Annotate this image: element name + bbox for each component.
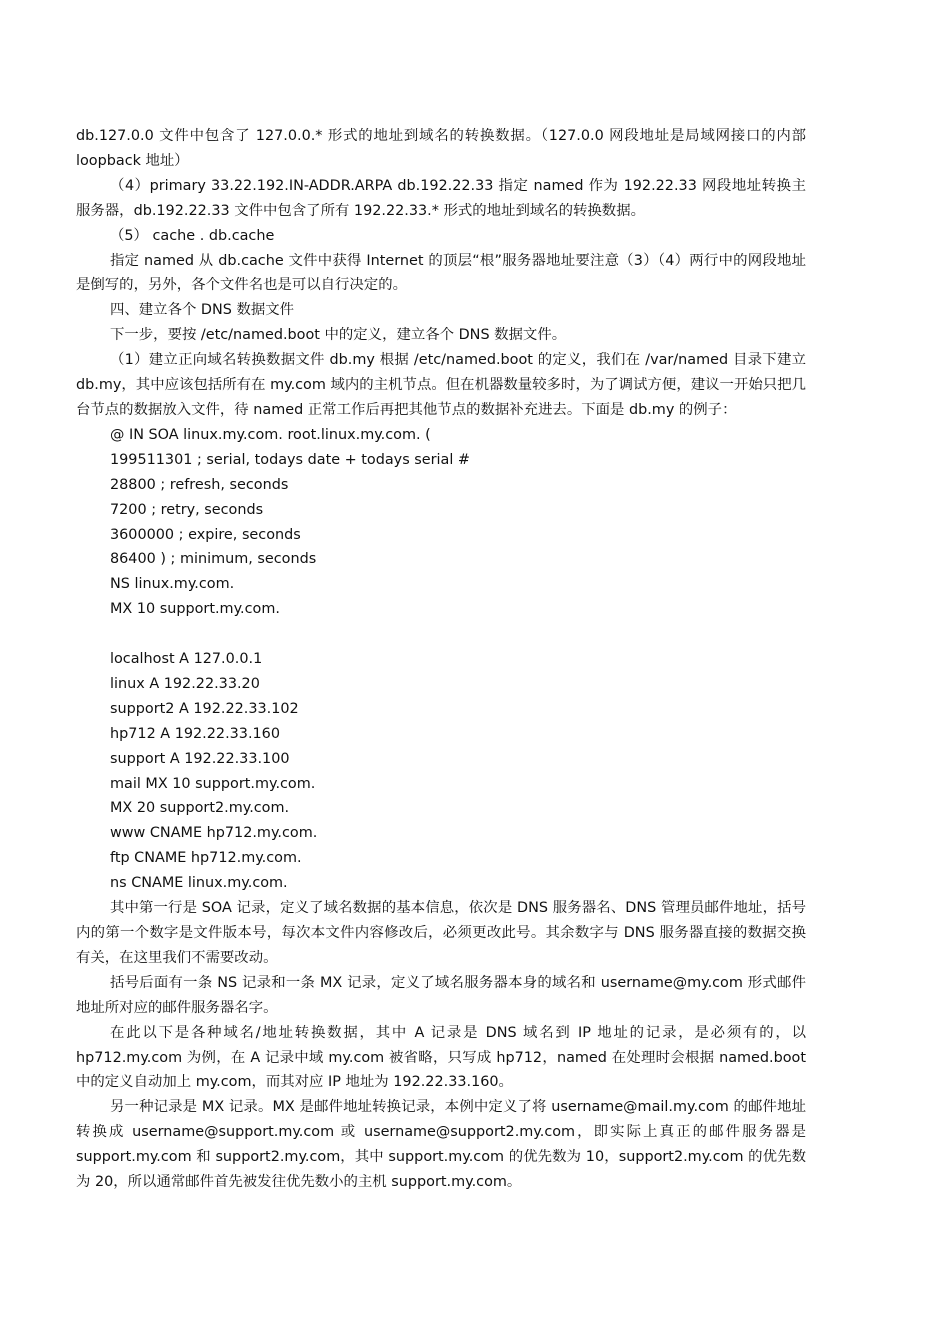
- paragraphs-top: [76, 124, 806, 423]
- code-line: 28800 ; refresh, seconds: [110, 476, 289, 493]
- body-paragraph: （1）建立正向域名转换数据文件 db.my 根据 /etc/named.boot 的定义，我们在 /var/named 目录下建立 db.my，其中应该包括所有在 my.com 域内的主机节点。但在机器数量较多时，为了调试方便，建议一开始只把几台节点的数据放入文件，待 named 正常工作后再把其他节点的数据补充进去。下面是 db.my 的例子：: [76, 352, 806, 418]
- code-line: linux A 192.22.33.20: [110, 675, 260, 692]
- code-blank-line: [76, 622, 806, 647]
- code-line: hp712 A 192.22.33.160: [110, 725, 280, 742]
- code-line: ftp CNAME hp712.my.com.: [110, 850, 302, 867]
- body-paragraph: 另一种记录是 MX 记录。MX 是邮件地址转换记录，本例中定义了将 username@mail.my.com 的邮件地址转换成 username@support.my.com 或 username@support2.my.com，即实际上真正的邮件服务器是 support.my.com 和 support2.my.com，其中 support.my.com 的优先数为 10，support2.my.com 的优先数为 20，所以通常邮件首先被发往优先数小的主机 support.my.com。: [76, 1099, 806, 1191]
- document-page: [76, 124, 806, 1195]
- code-line: support2 A 192.22.33.102: [110, 700, 299, 717]
- code-line: www CNAME hp712.my.com.: [110, 825, 318, 842]
- code-line: 86400 ) ; minimum, seconds: [110, 551, 317, 568]
- code-line: MX 10 support.my.com.: [110, 601, 280, 618]
- code-line: 7200 ; retry, seconds: [110, 501, 264, 518]
- code-line: @ IN SOA linux.my.com. root.linux.my.com. (: [110, 426, 431, 443]
- body-paragraph: 括号后面有一条 NS 记录和一条 MX 记录，定义了域名服务器本身的域名和 username@my.com 形式邮件地址所对应的邮件服务器名字。: [76, 974, 806, 1016]
- code-line: 199511301 ; serial, todays date + todays serial #: [110, 451, 470, 468]
- body-paragraph: db.127.0.0 文件中包含了 127.0.0.* 形式的地址到域名的转换数据。（127.0.0 网段地址是局域网接口的内部 loopback 地址）: [76, 128, 806, 169]
- body-paragraph: 四、建立各个 DNS 数据文件: [110, 302, 295, 319]
- paragraphs-bottom: [76, 896, 806, 1195]
- body-paragraph: 指定 named 从 db.cache 文件中获得 Internet 的顶层“根”服务器地址要注意（3）（4）两行中的网段地址是倒写的，另外，各个文件名也是可以自行决定的。: [76, 252, 806, 294]
- code-line: 3600000 ; expire, seconds: [110, 526, 301, 543]
- body-paragraph: （4）primary 33.22.192.IN-ADDR.ARPA db.192.22.33 指定 named 作为 192.22.33 网段地址转换主服务器，db.192.22.33 文件中包含了所有 192.22.33.* 形式的地址到域名的转换数据。: [76, 177, 806, 219]
- code-line: NS linux.my.com.: [110, 576, 235, 593]
- code-line: mail MX 10 support.my.com.: [110, 775, 316, 792]
- dns-zone-file-listing: [76, 423, 806, 896]
- code-line: localhost A 127.0.0.1: [110, 651, 263, 668]
- code-line: MX 20 support2.my.com.: [110, 800, 290, 817]
- body-paragraph: 下一步，要按 /etc/named.boot 中的定义，建立各个 DNS 数据文件。: [110, 327, 567, 344]
- body-paragraph: 在此以下是各种域名/地址转换数据，其中 A 记录是 DNS 域名到 IP 地址的记录，是必须有的，以 hp712.my.com 为例，在 A 记录中域 my.com 被省略，只写成 hp712，named 在处理时会根据 named.boot 中的定义自动加上 my.com，而其对应 IP 地址为 192.22.33.160。: [76, 1024, 806, 1091]
- body-paragraph: （5） cache . db.cache: [110, 227, 275, 244]
- code-line: ns CNAME linux.my.com.: [110, 875, 288, 892]
- code-line: support A 192.22.33.100: [110, 750, 290, 767]
- body-paragraph: 其中第一行是 SOA 记录，定义了域名数据的基本信息，依次是 DNS 服务器名、DNS 管理员邮件地址，括号内的第一个数字是文件版本号，每次本文件内容修改后，必须更改此号。其余数字与 DNS 服务器直接的数据交换有关，在这里我们不需要改动。: [76, 900, 806, 966]
